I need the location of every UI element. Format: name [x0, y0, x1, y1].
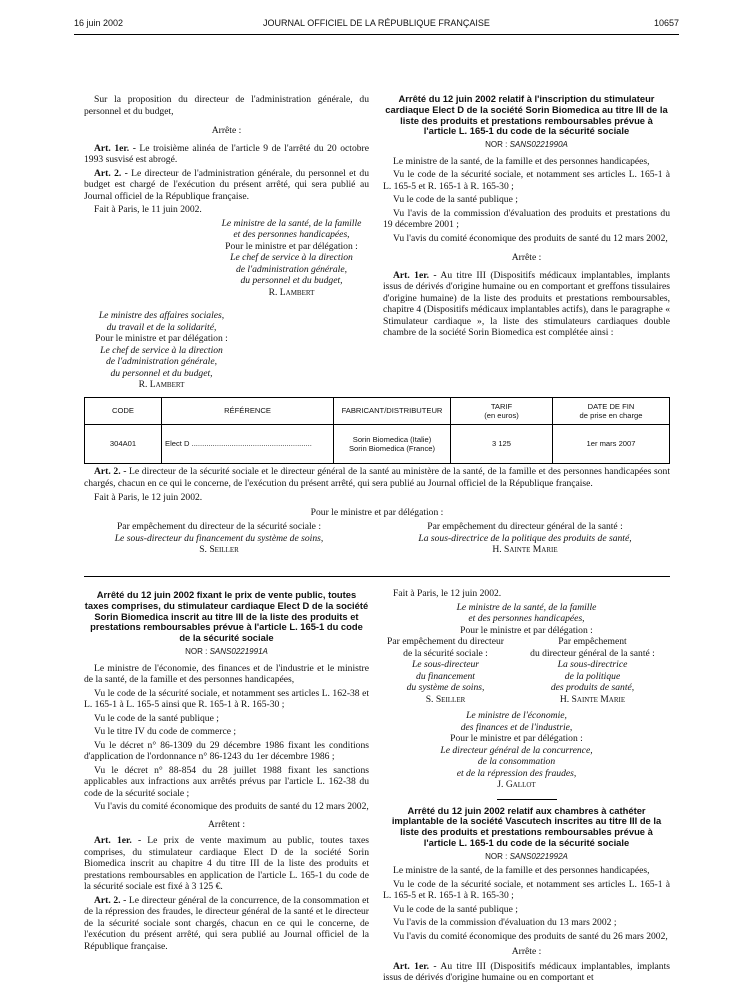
fait-line: Fait à Paris, le 12 juin 2002.: [393, 588, 502, 599]
paragraph: Le ministre de l'économie, des finances et de l'industrie et le ministre de la santé, de la famille et des personnes handicapées,: [84, 662, 369, 686]
article-2: Art. 2. - Le directeur de l'administration générale, du personnel et du budget est chargé de l'exécution du présent arrêté, qui sera publié au Journal officiel de la République française.: [84, 167, 369, 202]
fait-line: Fait à Paris, le 11 juin 2002.: [94, 204, 202, 215]
header-page-number: 10657: [653, 18, 679, 28]
paragraph: Le ministre de la santé, de la famille et des personnes handicapées,: [393, 865, 650, 877]
paragraph: Vu le décret n° 88-854 du 28 juillet 1988 fixant les sanctions applicables aux infractions aux arrêtés prévus par l'article L. 162-38 du code de la sécurité sociale ;: [84, 764, 369, 799]
signature-left: Par empêchement du directeur de la sécurité sociale : Le sous-directeur du financement du système de soins, S. Seiller: [114, 521, 324, 555]
paragraph: Sur la proposition du directeur de l'administration générale, du personnel et du budget,: [84, 94, 369, 117]
article-2: Art. 2. - Le directeur général de la concurrence, de la consommation et de la répression des fraudes, le directeur général de la santé et le directeur de la sécurité sociale sont chargés, chacun en ce qui le concerne, de l'exécution du présent arrêté, qui sera publié au Journal officiel de la République française.: [84, 894, 369, 952]
col-header-fabricant: FABRICANT/DISTRIBUTEUR: [334, 398, 451, 425]
article-1: Art. 1er. - Le prix de vente maximum au public, toutes taxes comprises, du stimulateur cardiaque Elect D de la société Sorin Biomedica inscrit au chapitre 4 du titre III de la liste des produits et prestations remboursables en application de l'article L. 165-1 du code de la sécurité sociale est fixé à 3 125 €.: [84, 835, 369, 893]
decree-title: Arrêté du 12 juin 2002 fixant le prix de vente public, toutes taxes comprises, du stimulateur cardiaque Elect D de la société Sorin Biomedica inscrit au titre III de la liste des produits et prestations remboursables prévue à l'article L. 165-1 du code de la sécurité sociale: [84, 589, 369, 644]
paragraph: Le ministre de la santé, de la famille et des personnes handicapées,: [393, 155, 650, 167]
paragraph: Vu le code de la sécurité sociale, et notamment ses articles L. 165-1 à L. 165-5 et R. 165-1 à R. 165-30 ;: [383, 878, 670, 902]
decree-title: Arrêté du 12 juin 2002 relatif à l'inscription du stimulateur cardiaque Elect D de la société Sorin Biomedica au titre III de la liste des produits et prestations remboursables prévue à l'article L. 165-1 du code de la sécurité sociale: [385, 93, 668, 137]
arretent-heading: Arrêtent :: [207, 818, 246, 830]
cell-reference: Elect D .........................................................: [162, 425, 334, 464]
products-table: [84, 397, 670, 464]
paragraph: Vu l'avis de la commission d'évaluation des produits et prestations du 19 décembre 2001 ;: [383, 207, 670, 231]
minister-economy-block: Le ministre de l'économie, des finances et de l'industrie, Pour le ministre et par délégation : Le directeur général de la concurrence, de la consommation et de la répression des fraudes, J. Gallot: [440, 710, 593, 790]
table-header-row: [85, 398, 670, 425]
paragraph: Vu l'avis du comité économique des produits de santé du 12 mars 2002,: [393, 232, 668, 244]
paragraph: Vu le code de la santé publique ;: [393, 194, 518, 206]
cell-tarif: 3 125: [451, 425, 553, 464]
table-row: [85, 425, 670, 464]
signature-right: Par empêchement du directeur général de la santé : La sous-directrice de la politique des produits de santé, H. Sainte Marie: [418, 521, 632, 555]
mid-section: [84, 466, 670, 561]
minister-health-block: Le ministre de la santé, de la famille et des personnes handicapées, Pour le ministre et par délégation :: [456, 601, 597, 636]
article-1: Art. 1er. - Au titre III (Dispositifs médicaux implantables, implants issus de dérivés d'origine humaine ou en comportant et: [383, 960, 670, 984]
header-date: 16 juin 2002: [74, 18, 124, 28]
signature-block-1: Le ministre de la santé, de la famille et des personnes handicapées, Pour le ministre et par délégation : Le chef de service à la direction de l'administration générale, du personnel et du budget, R. Lambert: [214, 218, 369, 299]
paragraph: Vu l'avis de la commission d'évaluation du 13 mars 2002 ;: [393, 917, 617, 929]
nor-reference: NOR : SANS0221990A: [485, 140, 568, 150]
pour-line: Pour le ministre et par délégation :: [310, 506, 444, 518]
left-bottom-section: [84, 590, 369, 954]
header-journal-title: JOURNAL OFFICIEL DE LA RÉPUBLIQUE FRANÇAISE: [263, 18, 490, 28]
paragraph: Vu le code de la sécurité sociale, et notamment ses articles L. 165-1 à L. 165-5 et R. 165-1 à R. 165-30 ;: [383, 169, 670, 192]
article-1: Art. 1er. - Le troisième alinéa de l'article 9 de l'arrêté du 20 octobre 1993 susvisé est abrogé.: [84, 142, 369, 165]
decree-title: Arrêté du 12 juin 2002 relatif aux chambres à cathéter implantable de la société Vascutech inscrites au titre III de la liste des produits et prestations remboursables prévue à l'article L. 165-1 du code de la sécurité sociale: [391, 804, 662, 848]
article-2: Art. 2. - Le directeur de la sécurité sociale et le directeur général de la santé au ministère de la santé, de la famille et des personnes handicapées sont chargés, chacun en ce qui le concerne, de l'exécution du présent arrêté, qui sera publié au Journal officiel de la République française.: [84, 466, 671, 489]
fait-line: Fait à Paris, le 12 juin 2002.: [94, 492, 203, 503]
signature-left: Par empêchement du directeur de la sécurité sociale : Le sous-directeur du financement du système de soins, S. Seiller: [387, 636, 504, 705]
double-signature: [84, 521, 670, 561]
arrete-heading: Arrête :: [511, 946, 542, 958]
arrete-heading: Arrête :: [211, 125, 242, 136]
signature-right: Par empêchement du directeur général de la santé : La sous-directrice de la politique des produits de santé, H. Sainte Marie: [530, 636, 655, 705]
paragraph: Vu l'avis du comité économique des produits de santé du 12 mars 2002,: [94, 801, 369, 813]
paragraph: Vu l'avis du comité économique des produits de santé du 26 mars 2002,: [393, 930, 668, 942]
divider: [497, 799, 557, 800]
page-header: [74, 18, 679, 32]
col-header-code: CODE: [85, 398, 162, 425]
col-header-date-fin: DATE DE FIN de prise en charge: [553, 398, 670, 425]
cell-code: 304A01: [85, 425, 162, 464]
paragraph: Vu le code de la sécurité sociale, et notamment ses articles L. 162-38 et L. 165-1 à L. 165-5 ainsi que R. 165-1 à R. 165-30 ;: [84, 687, 369, 711]
double-signature: [383, 636, 670, 710]
header-rule: [74, 34, 679, 35]
left-top-section: [84, 94, 369, 391]
section-divider: [84, 576, 670, 577]
nor-reference: NOR : SANS0221992A: [485, 851, 568, 861]
paragraph: Vu le décret n° 86-1309 du 29 décembre 1986 fixant les conditions d'application de l'ordonnance n° 86-1243 du 1er décembre 1986 ;: [84, 739, 369, 763]
signatory-name: R. Lambert: [268, 286, 315, 298]
right-bottom-section: [383, 588, 670, 986]
article-1: Art. 1er. - Au titre III (Dispositifs médicaux implantables, implants issus de dérivés d'origine humaine ou en comportant et greffons tissulaires d'origine humaine) de la liste des produits et prestations remboursables, chapitre 4 (Dispositifs médicaux implantables actifs), dans le paragraphe « Stimulateur cardiaque », la liste des stimulateurs cardiaques double chambre de la société Sorin Biomedica est complétée ainsi :: [383, 269, 670, 339]
arrete-heading: Arrête :: [511, 252, 542, 264]
paragraph: Vu le titre IV du code de commerce ;: [94, 726, 237, 738]
nor-reference: NOR : SANS0221991A: [185, 647, 268, 657]
paragraph: Vu le code de la santé publique ;: [94, 712, 219, 724]
cell-date-fin: 1er mars 2007: [553, 425, 670, 464]
signatory-name: R. Lambert: [138, 379, 185, 390]
signature-block-2: Le ministre des affaires sociales, du travail et de la solidarité, Pour le ministre et par délégation : Le chef de service à la direction de l'administration générale, du personnel et du budget, R. Lambert: [84, 310, 239, 391]
right-top-section: [383, 94, 670, 341]
col-header-reference: RÉFÉRENCE: [162, 398, 334, 425]
col-header-tarif: TARIF (en euros): [451, 398, 553, 425]
cell-fabricant: Sorin Biomedica (Italie) Sorin Biomedica (France): [334, 425, 451, 464]
paragraph: Vu le code de la santé publique ;: [393, 903, 518, 915]
